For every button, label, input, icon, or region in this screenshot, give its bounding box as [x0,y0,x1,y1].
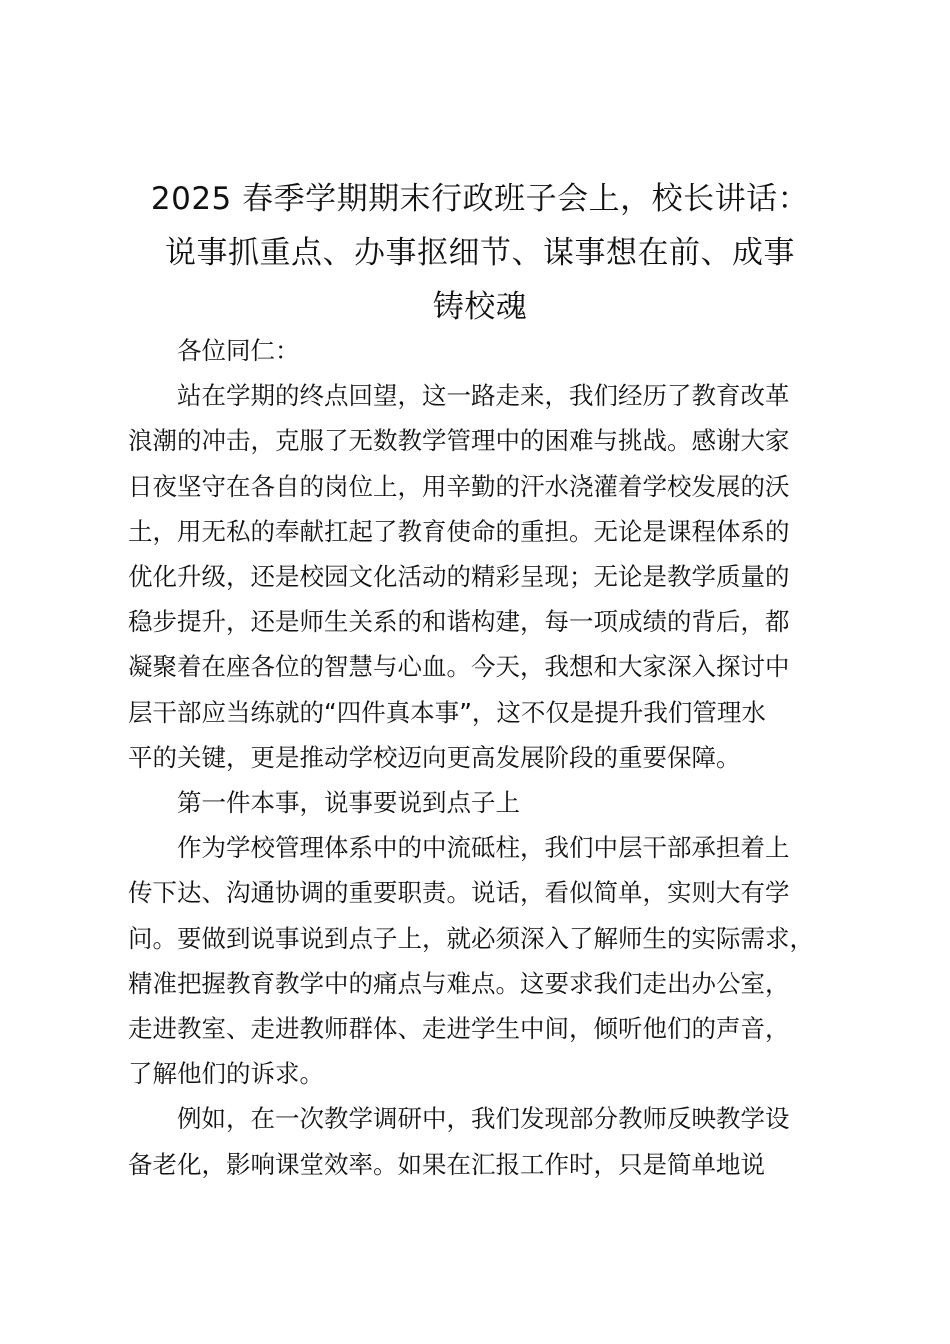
text-line: 各位同仁： [177,336,300,365]
text-line: 日夜坚守在各自的岗位上，用辛勤的汗水浇灌着学校发展的沃 [128,471,790,501]
paragraph-example [128,1096,850,1186]
title-line: 说事抓重点、办事抠细节、谋事想在前、成事 [165,235,795,271]
salutation [128,328,850,373]
text-line: 土，用无私的奉献扛起了教育使命的重担。无论是课程体系的 [128,516,790,546]
text-line: 第一件本事，说事要说到点子上 [177,788,520,818]
text-line: 凝聚着在座各位的智慧与心血。今天，我想和大家深入探讨中 [128,652,790,682]
text-line: 精准把握教育教学中的痛点与难点。这要求我们走出办公室， [128,968,790,998]
paragraph-section-one [128,825,850,1096]
text-line: 浪潮的冲击，克服了无数教学管理中的困难与挑战。感谢大家 [128,426,790,456]
text-line: 平的关键，更是推动学校迈向更高发展阶段的重要保障。 [128,742,741,772]
text-line: 稳步提升，还是师生关系的和谐构建，每一项成绩的背后，都 [128,607,790,637]
text-line: 传下达、沟通协调的重要职责。说话，看似简单，实则大有学 [128,878,790,908]
text-line: 备老化，影响课堂效率。如果在汇报工作时，只是简单地说 [128,1149,765,1179]
text-line: 例如，在一次教学调研中，我们发现部分教师反映教学设 [177,1104,790,1134]
title-line: 2025 春季学期期末行政班子会上，校长讲话： [150,181,810,217]
text-line: 走进教室、走进教师群体、走进学生中间，倾听他们的声音， [128,1014,790,1044]
document-title [110,172,850,334]
text-line: 问。要做到说事说到点子上，就必须深入了解师生的实际需求， [128,923,814,953]
text-line: 优化升级，还是校园文化活动的精彩呈现；无论是教学质量的 [128,562,790,592]
section-heading [128,780,850,825]
text-line: 作为学校管理体系中的中流砥柱，我们中层干部承担着上 [177,833,790,863]
document-body [128,328,850,1187]
text-line: 层干部应当练就的“四件真本事”，这不仅是提升我们管理水 [128,697,766,727]
text-line: 了解他们的诉求。 [128,1059,324,1089]
paragraph-intro [128,373,850,780]
text-line: 站在学期的终点回望，这一路走来，我们经历了教育改革 [177,381,790,411]
title-line: 铸校魂 [432,289,528,325]
